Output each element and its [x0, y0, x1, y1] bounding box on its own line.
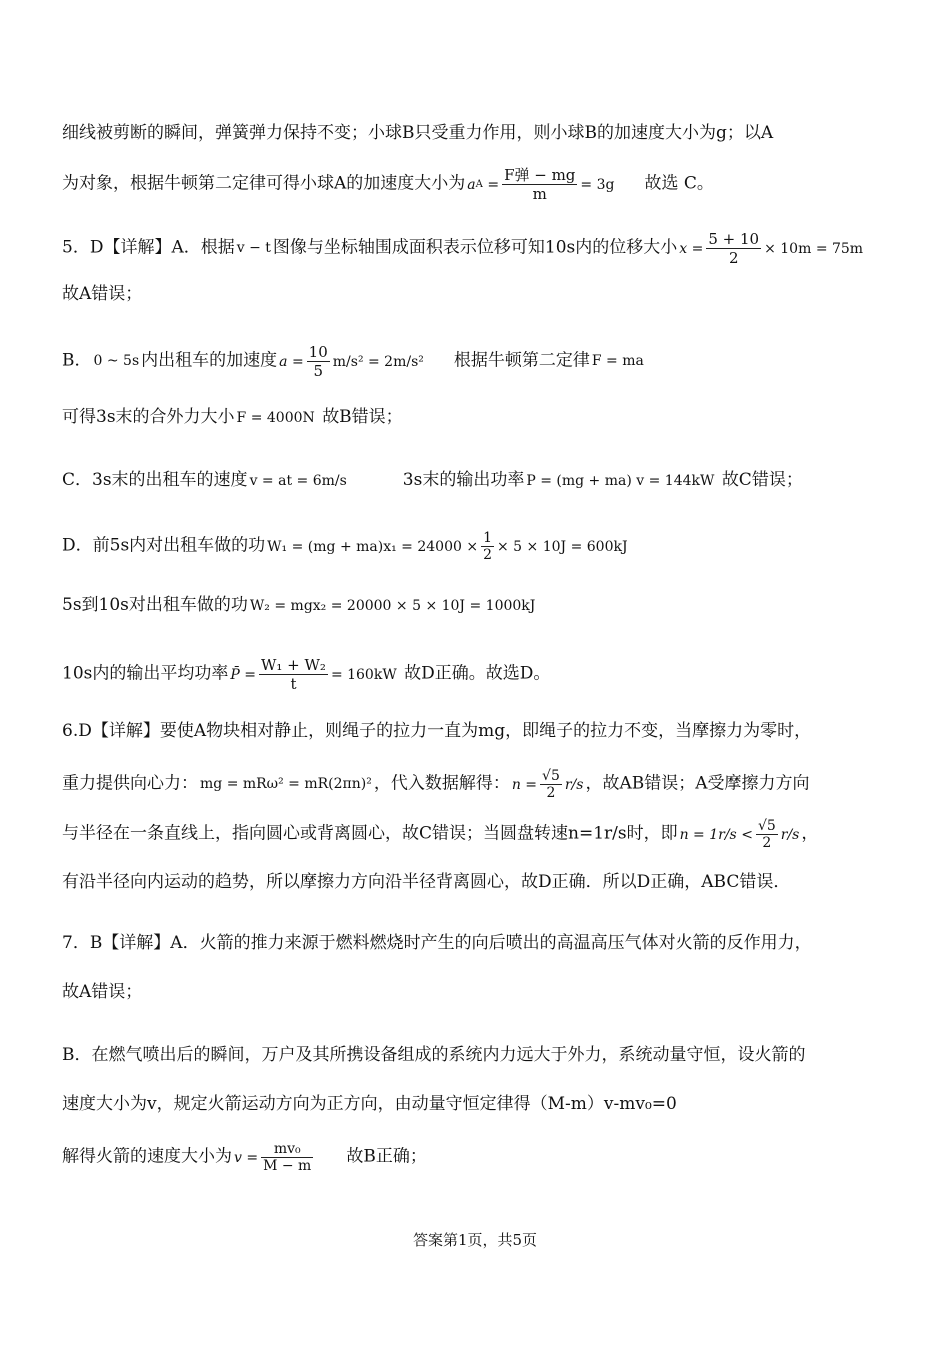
text-line-4: 故A错误；: [62, 284, 143, 304]
text-line-14: 有沿半径向内运动的趋势，所以摩擦力方向沿半径背离圆心，故D正确．所以D正确，ABC错误．: [62, 872, 791, 892]
text-line-17: B．在燃气喷出后的瞬间，万户及其所携设备组成的系统内力远大于外力，系统动量守恒，设火箭的: [62, 1045, 806, 1065]
formula-centripetal: mg = mRω² = mR(2πn)²: [200, 776, 372, 792]
text-line-11: 6.D【详解】要使A物块相对静止，则绳子的拉力一直为mg，即绳子的拉力不变，当摩擦力为零时，: [62, 721, 812, 741]
formula-work-1: W₁ = (mg + ma)x₁ = 24000 × $\frac{1}{2}$ × 5 × 10J = 600kJ: [267, 530, 628, 563]
text-line-8: D．前5s内对出租车做的功 W₁ = (mg + ma)x₁ = 24000 × $\frac{1}{2}$ × 5 × 10J = 600kJ: [62, 530, 628, 563]
formula-speed-compare: n = 1r/s < $\frac{√5}{2}$ r/s: [679, 818, 800, 851]
text-line-9: 5s到10s对出租车做的功 W₂ = mgx₂ = 20000 × 5 × 10J = 1000kJ: [62, 593, 537, 618]
line-text: 故选 C。: [644, 173, 714, 194]
line-text: 细线被剪断的瞬间，弹簧弹力保持不变；小球B只受重力作用，则小球B的加速度大小为g；以A: [62, 123, 774, 143]
formula-vt: v − t: [236, 240, 271, 256]
page-footer: 答案第1页，共5页: [412, 1231, 538, 1249]
text-line-7: C．3s末的出租车的速度 v = at = 6m/s 3s末的输出功率 P = (mg + ma) v = 144kW 故C错误；: [62, 468, 803, 493]
text-line-19: 解得火箭的速度大小为 v = $\frac{\text{mv₀}}{M - m}$ 故B正确；: [62, 1141, 427, 1174]
text-line-3: 5．D【详解】A．根据 v − t 图像与坐标轴围成面积表示位移可知10s内的位移大小 x = $\frac{5 + 10}{2}$ × 10m = 75m: [62, 230, 864, 267]
formula-force: F = 4000N: [236, 409, 315, 426]
formula-accel-a: a A = $\frac{\text{F弹 − mg}}{m}$ = 3g: [467, 166, 615, 203]
text-line-10: 10s内的输出平均功率 P̄ = $\frac{\text{W₁ + W₂}}{t}$ = 160kW 故D正确。故选D。: [62, 656, 551, 693]
formula-average-power: P̄ = $\frac{\text{W₁ + W₂}}{t}$ = 160kW: [230, 656, 397, 693]
formula-rotation-speed: n = $\frac{√5}{2}$ r/s: [511, 768, 584, 801]
fraction: $\frac{\text{F弹 − mg}}{m}$: [504, 166, 576, 203]
text-line-1: [62, 121, 773, 145]
text-line-6: 可得3s末的合外力大小 F = 4000N 故B错误；: [62, 405, 403, 430]
formula-work-2: W₂ = mgx₂ = 20000 × 5 × 10J = 1000kJ: [249, 597, 536, 614]
formula-newton: F = ma: [591, 353, 644, 369]
formula-power: P = (mg + ma) v = 144kW: [526, 472, 715, 489]
text-line-18: 速度大小为v，规定火箭运动方向为正方向，由动量守恒定律得（M-m）v-mv₀=0: [62, 1094, 677, 1114]
formula-velocity: v = at = 6m/s: [249, 472, 347, 489]
formula-rocket-velocity: v = $\frac{\text{mv₀}}{M - m}$: [234, 1141, 312, 1174]
text-line-2: [62, 166, 714, 203]
text-line-5: B． 0 ~ 5s 内出租车的加速度 a = $\frac{10}{5}$ m/s² = 2m/s² 根据牛顿第二定律 F = ma: [62, 343, 644, 380]
text-line-13: 与半径在一条直线上，指向圆心或背离圆心，故C错误；当圆盘转速n=1r/s时，即 n = 1r/s < $\frac{√5}{2}$ r/s ，: [62, 818, 819, 851]
line-text: 为对象，根据牛顿第二定律可得小球A的加速度大小为: [62, 173, 466, 194]
text-line-12: 重力提供向心力： mg = mRω² = mR(2πn)² ，代入数据解得： n = $\frac{√5}{2}$ r/s ，故AB错误；A受摩擦力方向: [62, 768, 810, 801]
formula-range: 0 ~ 5s: [93, 353, 140, 369]
formula-displacement: x = $\frac{5 + 10}{2}$ × 10m = 75m: [679, 230, 864, 267]
text-line-15: 7．B【详解】A．火箭的推力来源于燃料燃烧时产生的向后喷出的高温高压气体对火箭的反作用力，: [62, 933, 812, 953]
formula-acceleration: a = $\frac{10}{5}$ m/s² = 2m/s²: [279, 343, 424, 380]
text-line-16: 故A错误；: [62, 982, 143, 1002]
